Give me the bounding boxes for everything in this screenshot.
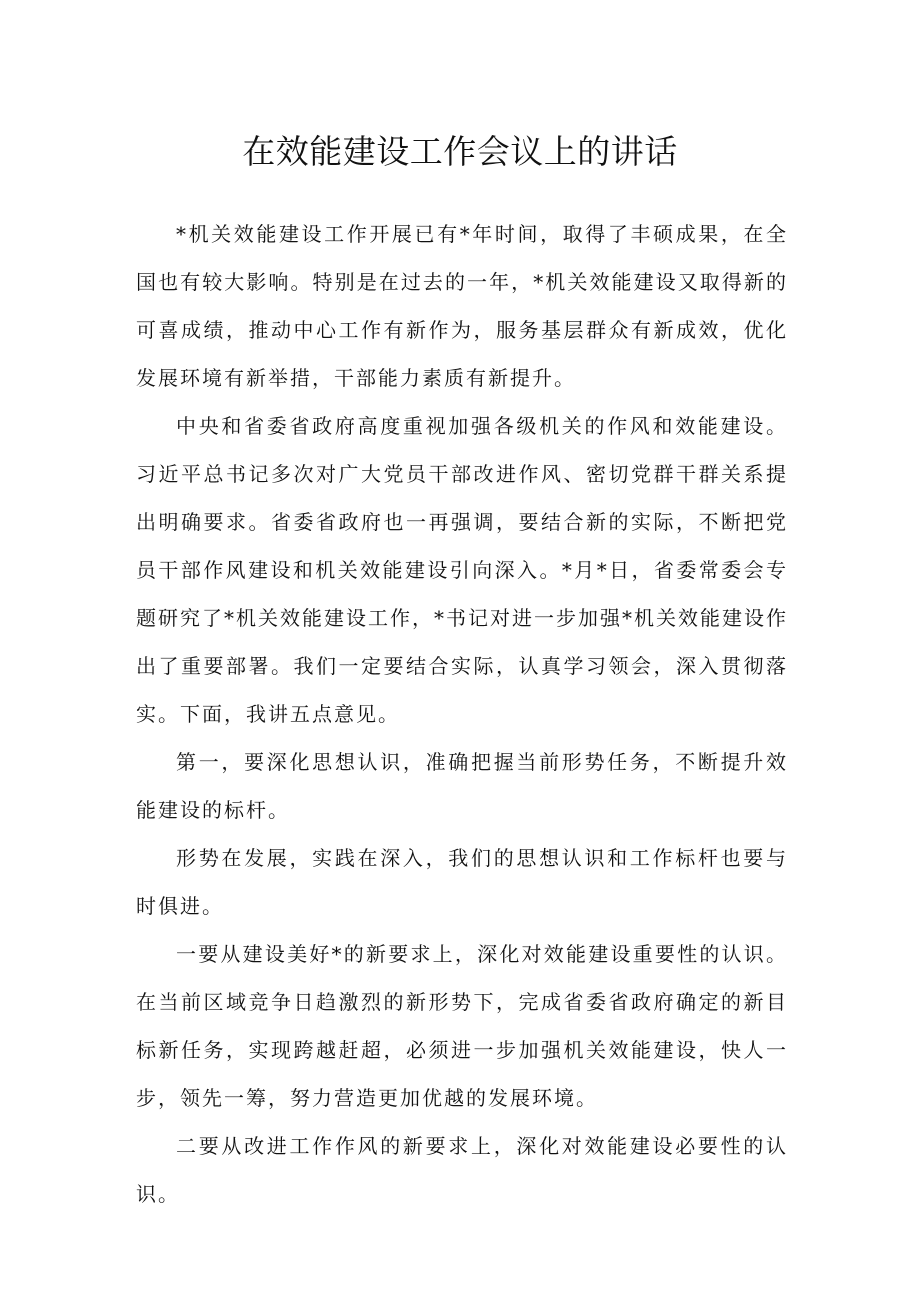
paragraph-4: 形势在发展，实践在深入，我们的思想认识和工作标杆也要与时俱进。 (136, 846, 788, 918)
paragraph-6: 二要从改进工作作风的新要求上，深化对效能建设必要性的认识。 (136, 1134, 788, 1206)
paragraph-1: *机关效能建设工作开展已有*年时间，取得了丰硕成果，在全国也有较大影响。特别是在过去的一年，*机关效能建设又取得新的可喜成绩，推动中心工作有新作为，服务基层群众有新成效，优化发展环境有新举措，干部能力素质有新提升。 (136, 222, 788, 390)
paragraph-3: 第一，要深化思想认识，准确把握当前形势任务，不断提升效能建设的标杆。 (136, 750, 788, 822)
document-body (136, 210, 788, 1218)
paragraph-5: 一要从建设美好*的新要求上，深化对效能建设重要性的认识。在当前区域竞争日趋激烈的新形势下，完成省委省政府确定的新目标新任务，实现跨越赶超，必须进一步加强机关效能建设，快人一步，领先一筹，努力营造更加优越的发展环境。 (136, 942, 788, 1110)
paragraph-2: 中央和省委省政府高度重视加强各级机关的作风和效能建设。习近平总书记多次对广大党员干部改进作风、密切党群干群关系提出明确要求。省委省政府也一再强调，要结合新的实际，不断把党员干部作风建设和机关效能建设引向深入。*月*日，省委常委会专题研究了*机关效能建设工作，*书记对进一步加强*机关效能建设作出了重要部署。我们一定要结合实际，认真学习领会，深入贯彻落实。下面，我讲五点意见。 (136, 414, 788, 726)
document-title: 在效能建设工作会议上的讲话 (242, 132, 678, 171)
